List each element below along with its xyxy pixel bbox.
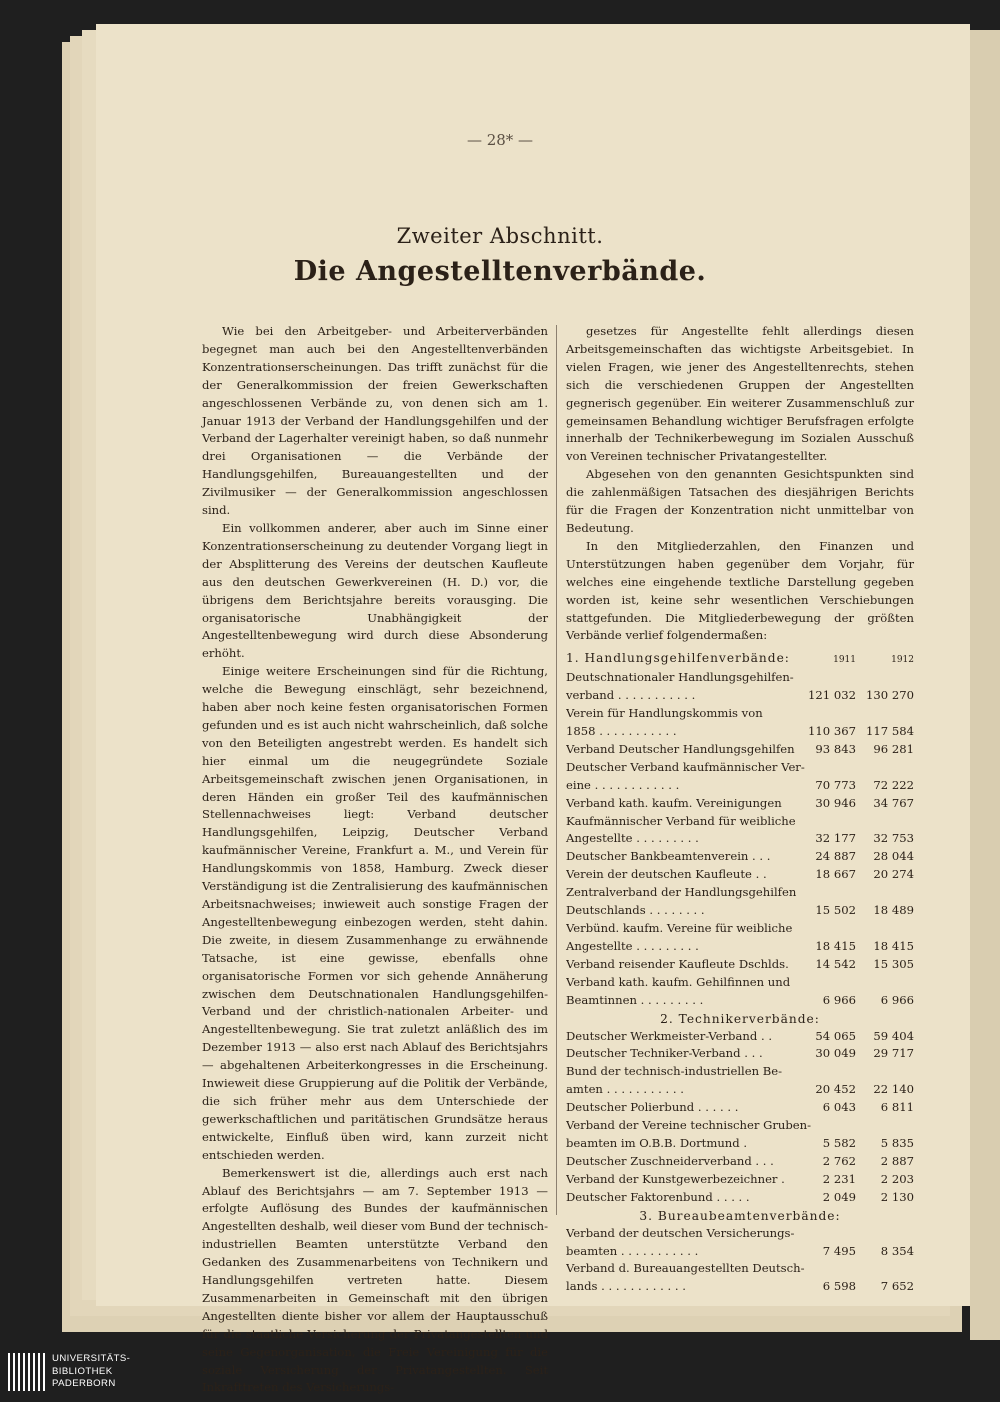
member-count-1912: 8 354 [880, 1243, 914, 1258]
table-row [566, 866, 914, 884]
table-row-continuation [566, 830, 914, 848]
member-count-1912: 20 274 [873, 867, 914, 882]
member-count-1912: 18 415 [873, 938, 914, 953]
association-name: Deutscher Techniker-Verband . . . [566, 1046, 763, 1061]
association-name: Verband der Kunstgewerbezeichner . [566, 1171, 785, 1186]
member-count-1911: 110 367 [808, 724, 856, 739]
member-count-1911: 6 043 [822, 1100, 856, 1115]
table-row [566, 1171, 914, 1189]
table-row-continuation [566, 777, 914, 795]
association-name: Verband kath. kaufm. Vereinigungen [566, 795, 782, 810]
table-row-continuation [566, 687, 914, 705]
column-divider [556, 325, 557, 1215]
association-name-continued: beamten im O.B.B. Dortmund . [566, 1135, 748, 1150]
table-row [566, 795, 914, 813]
table-row [566, 669, 914, 687]
paragraph: Einige weitere Erscheinungen sind für die Richtung, welche die Bewegung einschlägt, sehr bezeichnend, haben aber noch keine festen organisatorischen Formen gefunden und es ist auch nicht wahrscheinlich, daß solche von den Beteiligten angestrebt werden. Es handelt sich hier einmal um die neugegründete Soziale Arbeitsgemeinschaft zwischen jenen Organisationen, in deren Händen ein großer Teil des kaufmännischen Stellennachweises liegt: Verband deutscher Handlungsgehilfen, Leipzig, Deutscher Verband kaufmännischer Vereine, Frankfurt a. M., und Verein für Handlungskommis von 1858, Hamburg. Zweck dieser Verständigung ist die Zentralisierung des kaufmännischen Arbeitsnachweises; inwieweit auch sonstige Fragen der Angestelltenbewegung einbezogen werden, steht dahin. Die zweite, in diesem Zusammenhange zu erwähnende Tatsache, ist eine gewisse, ebenfalls ohne organisatorische Formen vor sich gehende Annäherung zwischen dem Deutschnationalen Handlungsgehilfen-Verband und der christlich-nationalen Arbeiter- und Angestelltenbewegung. Sie trat zuletzt anläßlich des im Dezember 1913 — also erst nach Ablauf des Berichtsjahrs — abgehaltenen Arbeiterkongresses in die Erscheinung. Inwieweit diese Gruppierung auf die Politik der Verbände, die sich früher mehr aus dem Unterschiede der gewerkschaftlichen und paritätischen Grundsätze heraus entwickelte, Einfluß üben wird, kann zurzeit nicht entschieden werden. [202, 664, 548, 1162]
table-row-continuation [566, 1135, 914, 1153]
table-row [566, 1028, 914, 1046]
association-name: Verband d. Bureauangestellten Deutsch- [566, 1261, 805, 1276]
member-count-1911: 30 049 [815, 1046, 856, 1061]
member-count-1911: 18 667 [815, 867, 856, 882]
member-count-1912: 15 305 [873, 956, 914, 971]
association-name-continued: beamten . . . . . . . . . . . [566, 1243, 699, 1258]
logo-line: PADERBORN [52, 1378, 116, 1389]
member-count-1911: 70 773 [815, 777, 856, 792]
member-count-1912: 32 753 [873, 831, 914, 846]
association-name-continued: Angestellte . . . . . . . . . [566, 831, 699, 846]
table-row [566, 1153, 914, 1171]
left-column [202, 323, 548, 1397]
table-row-continuation [566, 938, 914, 956]
association-name: Bund der technisch-industriellen Be- [566, 1064, 783, 1079]
table-row [566, 974, 914, 992]
library-logo [0, 1345, 140, 1402]
paragraph: Wie bei den Arbeitgeber- und Arbeiterverbänden begegnet man auch bei den Angestelltenverbänden Konzentrationserscheinungen. Das trifft zunächst für die der Generalkommission der freien Gewerkschaften angeschlossenen Verbände zu, von denen sich am 1. Januar 1913 der Verband der Handlungsgehilfen und der Verband der Lagerhalter vereinigt haben, so daß nunmehr drei Organisationen — die Verbände der Handlungsgehilfen, Bureauangestellten und der Zivilmusiker — der Generalkommission angeschlossen sind. [202, 324, 548, 518]
association-name: Verbünd. kaufm. Vereine für weibliche [566, 921, 793, 935]
member-count-1911: 5 582 [822, 1135, 856, 1150]
member-count-1911: 121 032 [808, 688, 856, 703]
table-row [566, 1099, 914, 1117]
logo-bars-icon [8, 1353, 46, 1391]
association-name: Verband der Vereine technischer Gruben- [566, 1118, 812, 1133]
association-name-continued: 1858 . . . . . . . . . . . [566, 724, 677, 739]
logo-line: UNIVERSITÄTS- [52, 1353, 131, 1364]
table-row-continuation [566, 902, 914, 920]
association-name: Verband kath. kaufm. Gehilfinnen und [566, 974, 791, 989]
association-name-continued: verband . . . . . . . . . . . [566, 688, 696, 703]
association-name: Deutscher Polierbund . . . . . . [566, 1100, 739, 1115]
association-name: Verband reisender Kaufleute Dschlds. [566, 956, 789, 971]
table-row [566, 741, 914, 759]
member-count-1912: 29 717 [873, 1046, 914, 1061]
table-category-heading [566, 1207, 914, 1225]
member-count-1911: 2 231 [822, 1171, 856, 1186]
member-count-1911: 6 598 [822, 1279, 856, 1294]
member-count-1912: 117 584 [866, 724, 914, 739]
member-count-1912: 59 404 [873, 1028, 914, 1043]
table-row [566, 1189, 914, 1207]
member-count-1911: 15 502 [815, 903, 856, 918]
year-header: 1912 [891, 655, 914, 666]
association-name-continued: Beamtinnen . . . . . . . . . [566, 992, 704, 1007]
table-row-continuation [566, 1278, 914, 1296]
table-row [566, 884, 914, 902]
table-row [566, 1063, 914, 1081]
table-row [566, 956, 914, 974]
member-count-1912: 5 835 [880, 1135, 914, 1150]
table-row-continuation [566, 992, 914, 1010]
right-column [566, 323, 914, 1296]
main-title: Die Angestelltenverbände. [293, 256, 707, 287]
association-name-continued: eine . . . . . . . . . . . . [566, 777, 680, 792]
paragraph: Abgesehen von den genannten Gesichtspunkten sind die zahlenmäßigen Tatsachen des diesjährigen Berichts für die Fragen der Konzentration nicht unmittelbar von Bedeutung. [566, 467, 914, 535]
table-row-continuation [566, 1243, 914, 1261]
member-count-1912: 2 887 [880, 1153, 914, 1168]
member-count-1912: 72 222 [873, 777, 914, 792]
paragraph: gesetzes für Angestellte fehlt allerdings diesen Arbeitsgemeinschaften das wichtigste Arbeitsgebiet. In vielen Fragen, wie jener des Angestelltenrechts, stehen sich die verschiedenen Gruppen der Angestellten gegnerisch gegenüber. Ein weiterer Zusammenschluß zur gemeinsamen Behandlung wichtiger Berufsfragen erfolgte innerhalb der Technikerbewegung im Sozialen Ausschuß von Vereinen technischer Privatangestellter. [566, 324, 914, 464]
table-category-heading [566, 1010, 914, 1028]
association-name: Deutschnationaler Handlungsgehilfen- [566, 670, 794, 685]
association-name-continued: amten . . . . . . . . . . . [566, 1082, 684, 1097]
member-count-1911: 30 946 [815, 795, 856, 810]
member-count-1912: 34 767 [873, 795, 914, 810]
association-name: Verband Deutscher Handlungsgehilfen [566, 741, 795, 756]
member-count-1911: 2 049 [822, 1189, 856, 1204]
paragraph: Bemerkenswert ist die, allerdings auch erst nach Ablauf des Berichtsjahrs — am 7. September 1913 — erfolgte Auflösung des Bundes der kaufmännischen Angestellten deshalb, weil dieser vom Bund der technisch-industriellen Beamten unterstützte Verband den Gedanken des Zusammenarbeitens von Technikern und Handlungsgehilfen vertreten hatte. Diesem Zusammenarbeiten in Gemeinschaft mit den übrigen Angestellten diente bisher vor allem der Hauptausschuß für die staatliche Versicherung der Privatangestellten und seine Gegenorganisation, die Freie Vereinigung für die soziale Versicherung der Privatangestellten. Seit Inkrafttreten des Versicherungs- [202, 1165, 548, 1395]
association-name-continued: Angestellte . . . . . . . . . [566, 938, 699, 953]
member-count-1912: 7 652 [880, 1279, 914, 1294]
member-count-1912: 28 044 [873, 849, 914, 864]
member-count-1911: 93 843 [815, 741, 856, 756]
association-name: Zentralverband der Handlungsgehilfen [566, 885, 797, 900]
association-name: Deutscher Faktorenbund . . . . . [566, 1189, 750, 1204]
member-count-1911: 6 966 [822, 992, 856, 1007]
paragraph: Ein vollkommen anderer, aber auch im Sinne einer Konzentrationserscheinung zu deutender Vorgang liegt in der Absplitterung des Vereins der deutschen Kaufleute aus den deutschen Gewerkvereinen (H. D.) vor, die übrigens dem Berichtsjahre bereits vorausging. Die organisatorische Unabhängigkeit der Angestelltenbewegung wird durch diese Absonderung erhöht. [202, 520, 548, 661]
member-count-1912: 18 489 [873, 903, 914, 918]
association-name: Deutscher Werkmeister-Verband . . [566, 1028, 773, 1043]
table-row [566, 1117, 914, 1135]
table-row [566, 920, 914, 938]
year-header: 1911 [833, 655, 856, 666]
table-row [566, 813, 914, 831]
member-count-1911: 7 495 [822, 1243, 856, 1258]
page-number: — 28* — [466, 131, 534, 149]
table-row [566, 1260, 914, 1278]
category-label: 1. Handlungsgehilfenverbände: [566, 651, 790, 666]
member-count-1911: 24 887 [815, 849, 856, 864]
association-name: Deutscher Verband kaufmännischer Ver- [566, 759, 805, 774]
category-label: 3. Bureaubeamtenverbände: [639, 1208, 841, 1223]
paragraph: In den Mitgliederzahlen, den Finanzen und Unterstützungen haben gegenüber dem Vorjahr, für welches eine eingehende textliche Darstellung gegeben worden ist, keine sehr wesentlichen Verschiebungen stattgefunden. Die Mitgliederbewegung der größten Verbände verlief folgendermaßen: [566, 538, 914, 643]
member-count-1912: 130 270 [866, 688, 914, 703]
association-name: Kaufmännischer Verband für weibliche [566, 813, 796, 828]
association-name: Verein der deutschen Kaufleute . . [566, 867, 767, 882]
association-name: Verein für Handlungskommis von [566, 706, 763, 721]
table-category-heading [566, 649, 914, 669]
member-count-1912: 6 966 [880, 992, 914, 1007]
membership-table [566, 649, 914, 1296]
table-row-continuation [566, 723, 914, 741]
table-row [566, 1045, 914, 1063]
table-row-continuation [566, 1081, 914, 1099]
member-count-1912: 2 203 [880, 1171, 914, 1186]
table-row [566, 848, 914, 866]
association-name-continued: lands . . . . . . . . . . . . [566, 1279, 686, 1294]
association-name: Verband der deutschen Versicherungs- [566, 1225, 795, 1240]
member-count-1911: 2 762 [822, 1153, 856, 1168]
category-label: 2. Technikerverbände: [660, 1011, 820, 1026]
table-row [566, 1225, 914, 1243]
member-count-1911: 54 065 [815, 1028, 856, 1043]
member-count-1912: 6 811 [880, 1100, 914, 1115]
member-count-1911: 20 452 [815, 1082, 856, 1097]
section-title: Zweiter Abschnitt. [396, 224, 604, 248]
logo-text [52, 1353, 130, 1391]
member-count-1912: 2 130 [880, 1189, 914, 1204]
association-name: Deutscher Zuschneiderverband . . . [566, 1153, 774, 1168]
logo-line: BIBLIOTHEK [52, 1365, 113, 1377]
member-count-1912: 22 140 [873, 1082, 914, 1097]
member-count-1911: 14 542 [815, 956, 856, 971]
member-count-1911: 32 177 [815, 831, 856, 846]
table-row [566, 759, 914, 777]
table-row [566, 705, 914, 723]
member-count-1911: 18 415 [815, 938, 856, 953]
association-name-continued: Deutschlands . . . . . . . . [566, 903, 705, 918]
association-name: Deutscher Bankbeamtenverein . . . [566, 849, 771, 864]
member-count-1912: 96 281 [873, 741, 914, 756]
